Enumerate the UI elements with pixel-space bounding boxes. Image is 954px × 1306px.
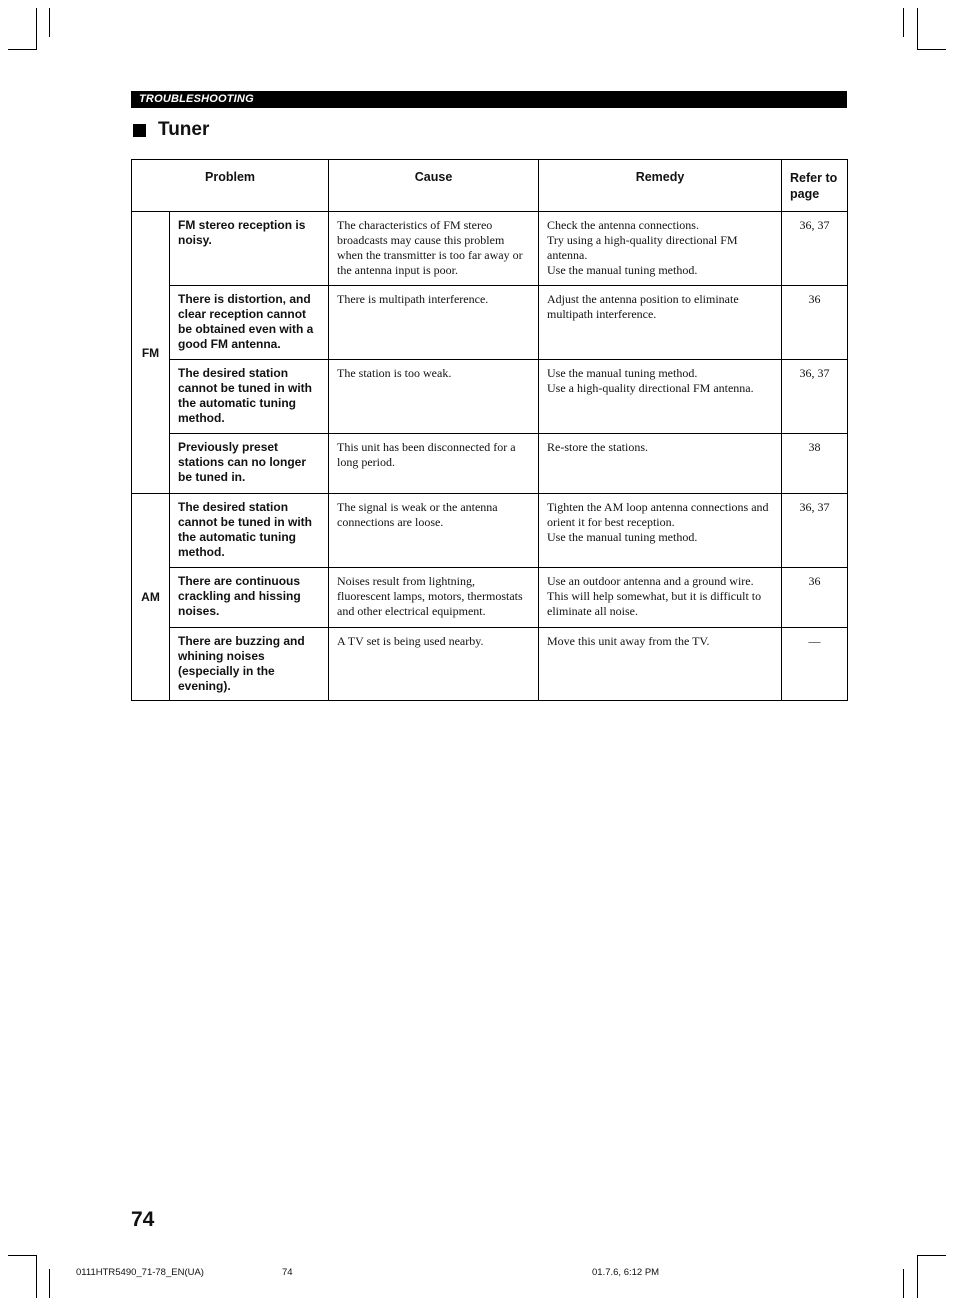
crop-mark	[903, 1269, 904, 1298]
page-number: 74	[131, 1208, 155, 1231]
cause-cell: The station is too weak.	[329, 360, 539, 434]
table-row	[132, 286, 848, 360]
footer-date: 01.7.6, 6:12 PM	[592, 1267, 660, 1278]
cause-cell: Noises result from lightning, fluorescent lamps, motors, thermostats and other electrical equipment.	[329, 568, 539, 628]
remedy-cell: Move this unit away from the TV.	[539, 628, 782, 701]
footer-page: 74	[282, 1267, 293, 1278]
problem-cell: FM stereo reception is noisy.	[170, 212, 329, 286]
table-header-row	[132, 160, 848, 212]
table-row	[132, 360, 848, 434]
crop-mark	[36, 8, 37, 50]
page-title: Tuner	[158, 119, 210, 140]
crop-mark	[36, 1255, 37, 1298]
section-label: TROUBLESHOOTING	[131, 91, 847, 108]
crop-mark	[903, 8, 904, 37]
remedy-cell: Check the antenna connections. Try using a high-quality directional FM antenna. Use the manual tuning method.	[539, 212, 782, 286]
crop-mark	[49, 8, 50, 37]
crop-mark	[8, 49, 37, 50]
header-remedy: Remedy	[539, 160, 782, 212]
refer-page-cell: 36, 37	[782, 212, 848, 286]
problem-cell: There is distortion, and clear reception cannot be obtained even with a good FM antenna.	[170, 286, 329, 360]
refer-page-cell: 36, 37	[782, 360, 848, 434]
table-row	[132, 212, 848, 286]
crop-mark	[8, 1255, 37, 1256]
remedy-cell: Re-store the stations.	[539, 434, 782, 494]
header-problem: Problem	[132, 160, 329, 212]
table-row	[132, 628, 848, 701]
crop-mark	[917, 8, 918, 50]
crop-mark	[49, 1269, 50, 1298]
refer-page-cell: 36	[782, 568, 848, 628]
problem-cell: There are buzzing and whining noises (especially in the evening).	[170, 628, 329, 701]
crop-mark	[917, 1255, 946, 1256]
group-label-fm: FM	[132, 212, 170, 494]
header-cause: Cause	[329, 160, 539, 212]
refer-page-cell: 36, 37	[782, 494, 848, 568]
refer-page-cell: 38	[782, 434, 848, 494]
group-label-am: AM	[132, 494, 170, 701]
table-row	[132, 568, 848, 628]
cause-cell: The signal is weak or the antenna connections are loose.	[329, 494, 539, 568]
heading	[131, 117, 209, 143]
square-bullet-icon	[133, 124, 146, 137]
table-row	[132, 494, 848, 568]
problem-cell: Previously preset stations can no longer be tuned in.	[170, 434, 329, 494]
header-refer: Refer to page	[782, 160, 848, 212]
remedy-cell: Tighten the AM loop antenna connections and orient it for best reception. Use the manual tuning method.	[539, 494, 782, 568]
cause-cell: There is multipath interference.	[329, 286, 539, 360]
remedy-cell: Use an outdoor antenna and a ground wire. This will help somewhat, but it is difficult to eliminate all noise.	[539, 568, 782, 628]
problem-cell: There are continuous crackling and hissing noises.	[170, 568, 329, 628]
crop-mark	[917, 49, 946, 50]
table-row	[132, 434, 848, 494]
troubleshooting-table	[131, 159, 848, 701]
cause-cell: This unit has been disconnected for a long period.	[329, 434, 539, 494]
cause-cell: A TV set is being used nearby.	[329, 628, 539, 701]
problem-cell: The desired station cannot be tuned in with the automatic tuning method.	[170, 494, 329, 568]
remedy-cell: Adjust the antenna position to eliminate multipath interference.	[539, 286, 782, 360]
footer-filename: 0111HTR5490_71-78_EN(UA)	[76, 1267, 204, 1278]
refer-page-cell: —	[782, 628, 848, 701]
remedy-cell: Use the manual tuning method. Use a high-quality directional FM antenna.	[539, 360, 782, 434]
crop-mark	[917, 1255, 918, 1298]
problem-cell: The desired station cannot be tuned in with the automatic tuning method.	[170, 360, 329, 434]
cause-cell: The characteristics of FM stereo broadcasts may cause this problem when the transmitter is too far away or the antenna input is poor.	[329, 212, 539, 286]
refer-page-cell: 36	[782, 286, 848, 360]
